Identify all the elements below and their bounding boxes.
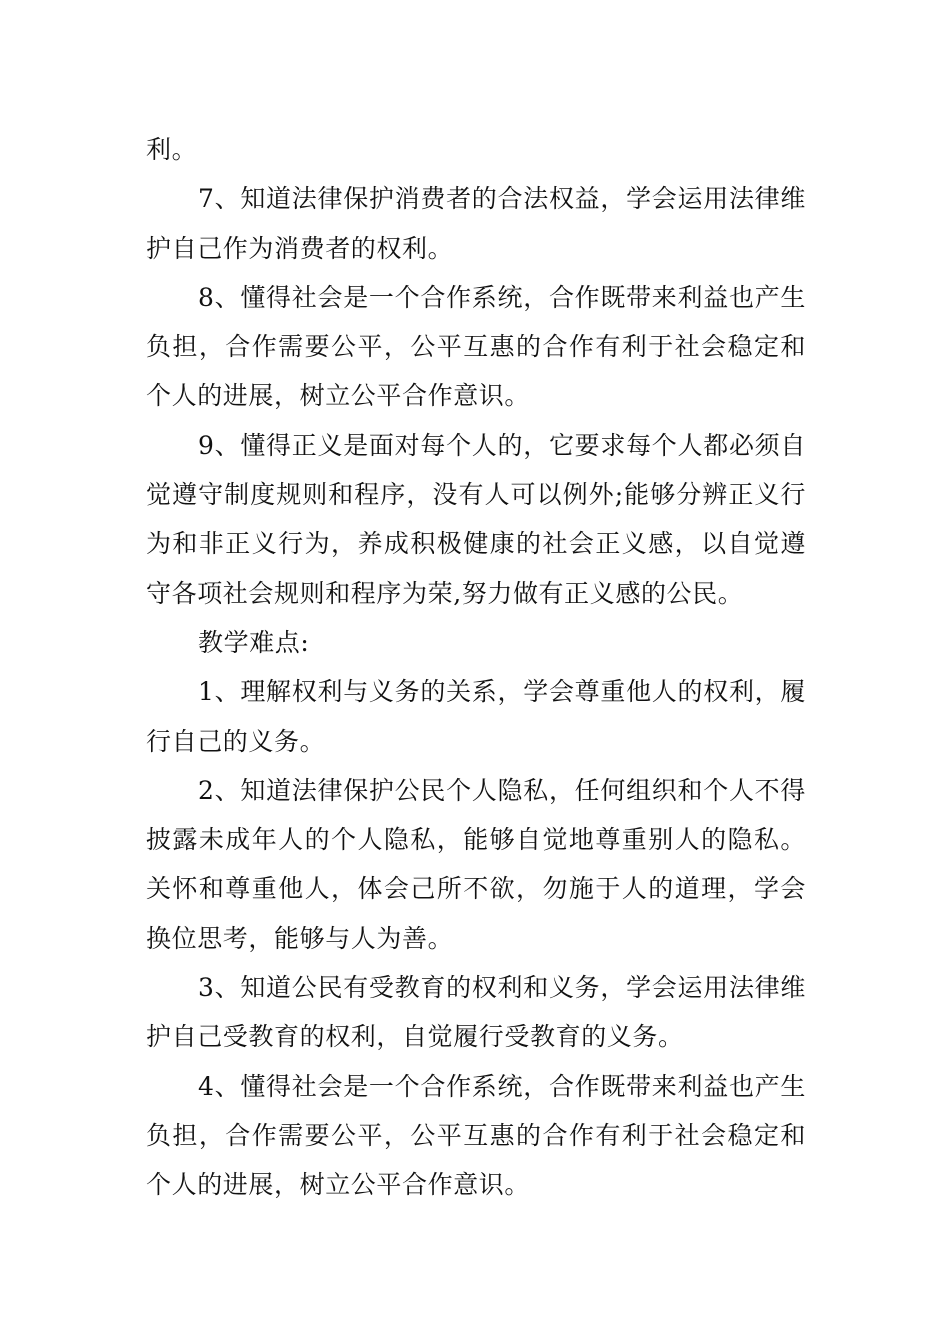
paragraph-continuation: 利。 [146, 135, 198, 164]
paragraph-difficulty-4: 4、懂得社会是一个合作系统，合作既带来利益也产生负担，合作需要公平，公平互惠的合作有利于社会稳定和个人的进展，树立公平合作意识。 [146, 1071, 806, 1200]
section-heading-teaching-difficulties: 教学难点: [198, 627, 310, 657]
document-body [146, 125, 806, 1210]
paragraph-item-8: 8、懂得社会是一个合作系统，合作既带来利益也产生负担，合作需要公平，公平互惠的合作有利于社会稳定和个人的进展，树立公平合作意识。 [146, 282, 806, 411]
paragraph-difficulty-1: 1、理解权利与义务的关系，学会尊重他人的权利，履行自己的义务。 [146, 677, 806, 756]
paragraph-item-7: 7、知道法律保护消费者的合法权益，学会运用法律维护自己作为消费者的权利。 [146, 184, 806, 263]
paragraph-difficulty-3: 3、知道公民有受教育的权利和义务，学会运用法律维护自己受教育的权利，自觉履行受教育的义务。 [146, 973, 806, 1052]
paragraph-difficulty-2: 2、知道法律保护公民个人隐私，任何组织和个人不得披露未成年人的个人隐私，能够自觉地尊重别人的隐私。关怀和尊重他人，体会己所不欲，勿施于人的道理，学会换位思考，能够与人为善。 [146, 775, 806, 953]
paragraph-item-9: 9、懂得正义是面对每个人的，它要求每个人都必须自觉遵守制度规则和程序，没有人可以例外;能够分辨正义行为和非正义行为，养成积极健康的社会正义感，以自觉遵守各项社会规则和程序为荣,努力做有正义感的公民。 [146, 430, 806, 608]
